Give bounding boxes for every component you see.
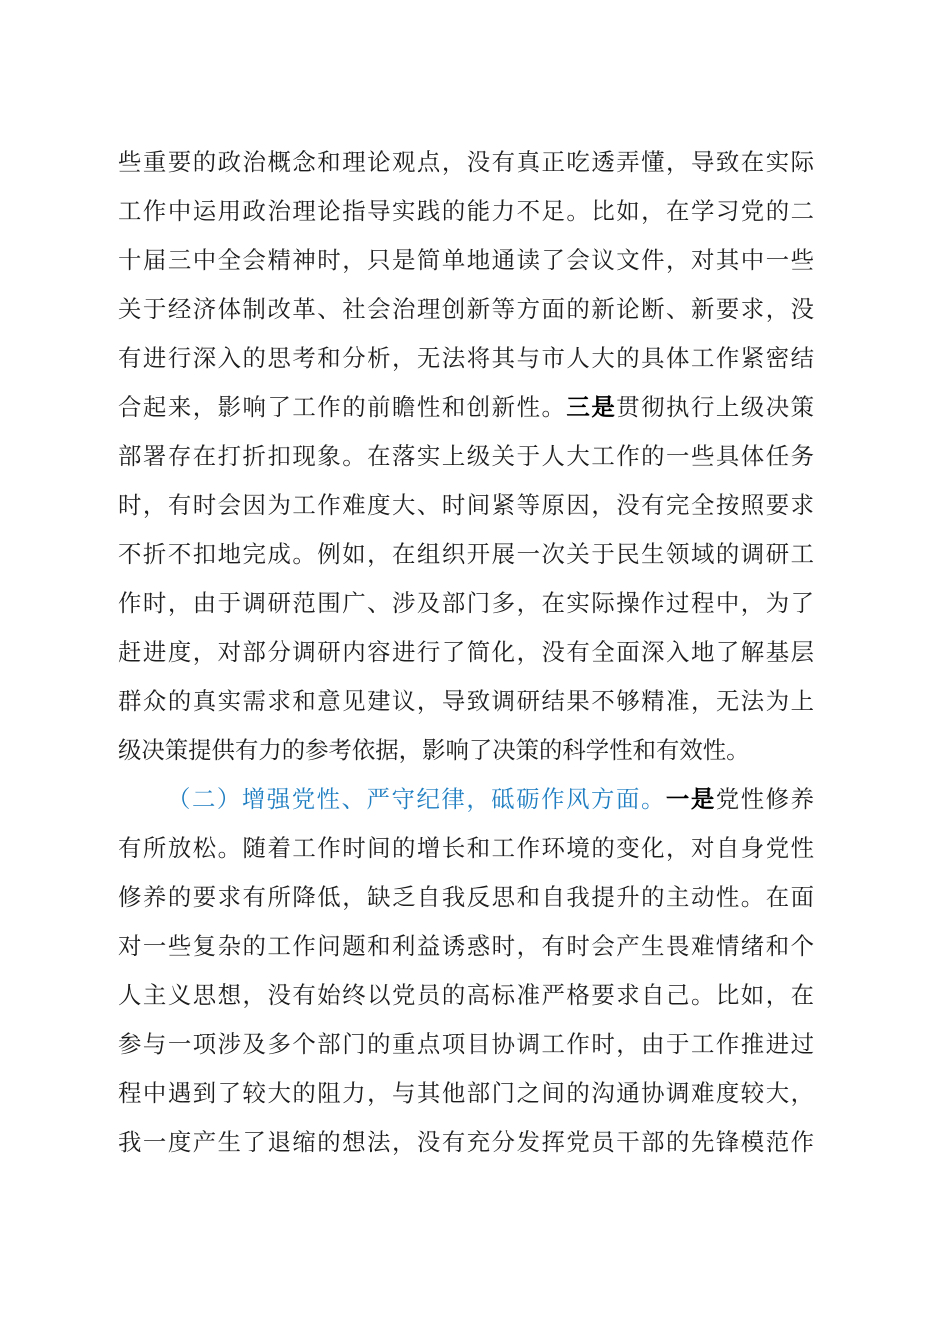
section-heading: （二）增强党性、严守纪律，砥砺作风方面。 [167, 785, 666, 813]
text-line: 十届三中全会精神时，只是简单地通读了会议文件，对其中一些 [118, 246, 814, 274]
bold-marker-san-shi: 三是 [566, 393, 617, 421]
text-line: 作时，由于调研范围广、涉及部门多，在实际操作过程中，为了 [118, 589, 814, 617]
text-line-with-bold [118, 383, 814, 432]
document-body [118, 138, 814, 1167]
text-line: 有所放松。随着工作时间的增长和工作环境的变化，对自身党性 [118, 834, 814, 862]
paragraph-political-theory [118, 138, 814, 775]
text-line: 群众的真实需求和意见建议，导致调研结果不够精准，无法为上 [118, 687, 814, 715]
text-line: 参与一项涉及多个部门的重点项目协调工作时，由于工作推进过 [118, 1030, 814, 1058]
section-heading-line [118, 775, 814, 824]
text-line: 部署存在打折扣现象。在落实上级关于人大工作的一些具体任务 [118, 442, 814, 470]
text-line: 有进行深入的思考和分析，无法将其与市人大的具体工作紧密结 [118, 344, 814, 372]
text-line: 关于经济体制改革、社会治理创新等方面的新论断、新要求，没 [118, 295, 814, 323]
paragraph-party-spirit [118, 775, 814, 1167]
text-segment: 贯彻执行上级决策 [616, 393, 814, 421]
text-line: 赶进度，对部分调研内容进行了简化，没有全面深入地了解基层 [118, 638, 814, 666]
bold-marker-yi-shi: 一是 [665, 785, 716, 813]
text-line: 级决策提供有力的参考依据，影响了决策的科学性和有效性。 [118, 736, 750, 764]
text-segment: 合起来，影响了工作的前瞻性和创新性。 [118, 393, 567, 421]
text-line: 对一些复杂的工作问题和利益诱惑时，有时会产生畏难情绪和个 [118, 932, 814, 960]
text-line: 我一度产生了退缩的想法，没有充分发挥党员干部的先锋模范作 [118, 1128, 814, 1156]
text-line: 工作中运用政治理论指导实践的能力不足。比如，在学习党的二 [118, 197, 814, 225]
text-line: 些重要的政治概念和理论观点，没有真正吃透弄懂，导致在实际 [118, 148, 814, 176]
text-line: 不折不扣地完成。例如，在组织开展一次关于民生领域的调研工 [118, 540, 814, 568]
text-line: 程中遇到了较大的阻力，与其他部门之间的沟通协调难度较大， [118, 1079, 814, 1107]
text-line: 修养的要求有所降低，缺乏自我反思和自我提升的主动性。在面 [118, 883, 814, 911]
text-segment: 党性修养 [715, 785, 814, 813]
text-line: 时，有时会因为工作难度大、时间紧等原因，没有完全按照要求 [118, 491, 814, 519]
text-line: 人主义思想，没有始终以党员的高标准严格要求自己。比如，在 [118, 981, 814, 1009]
